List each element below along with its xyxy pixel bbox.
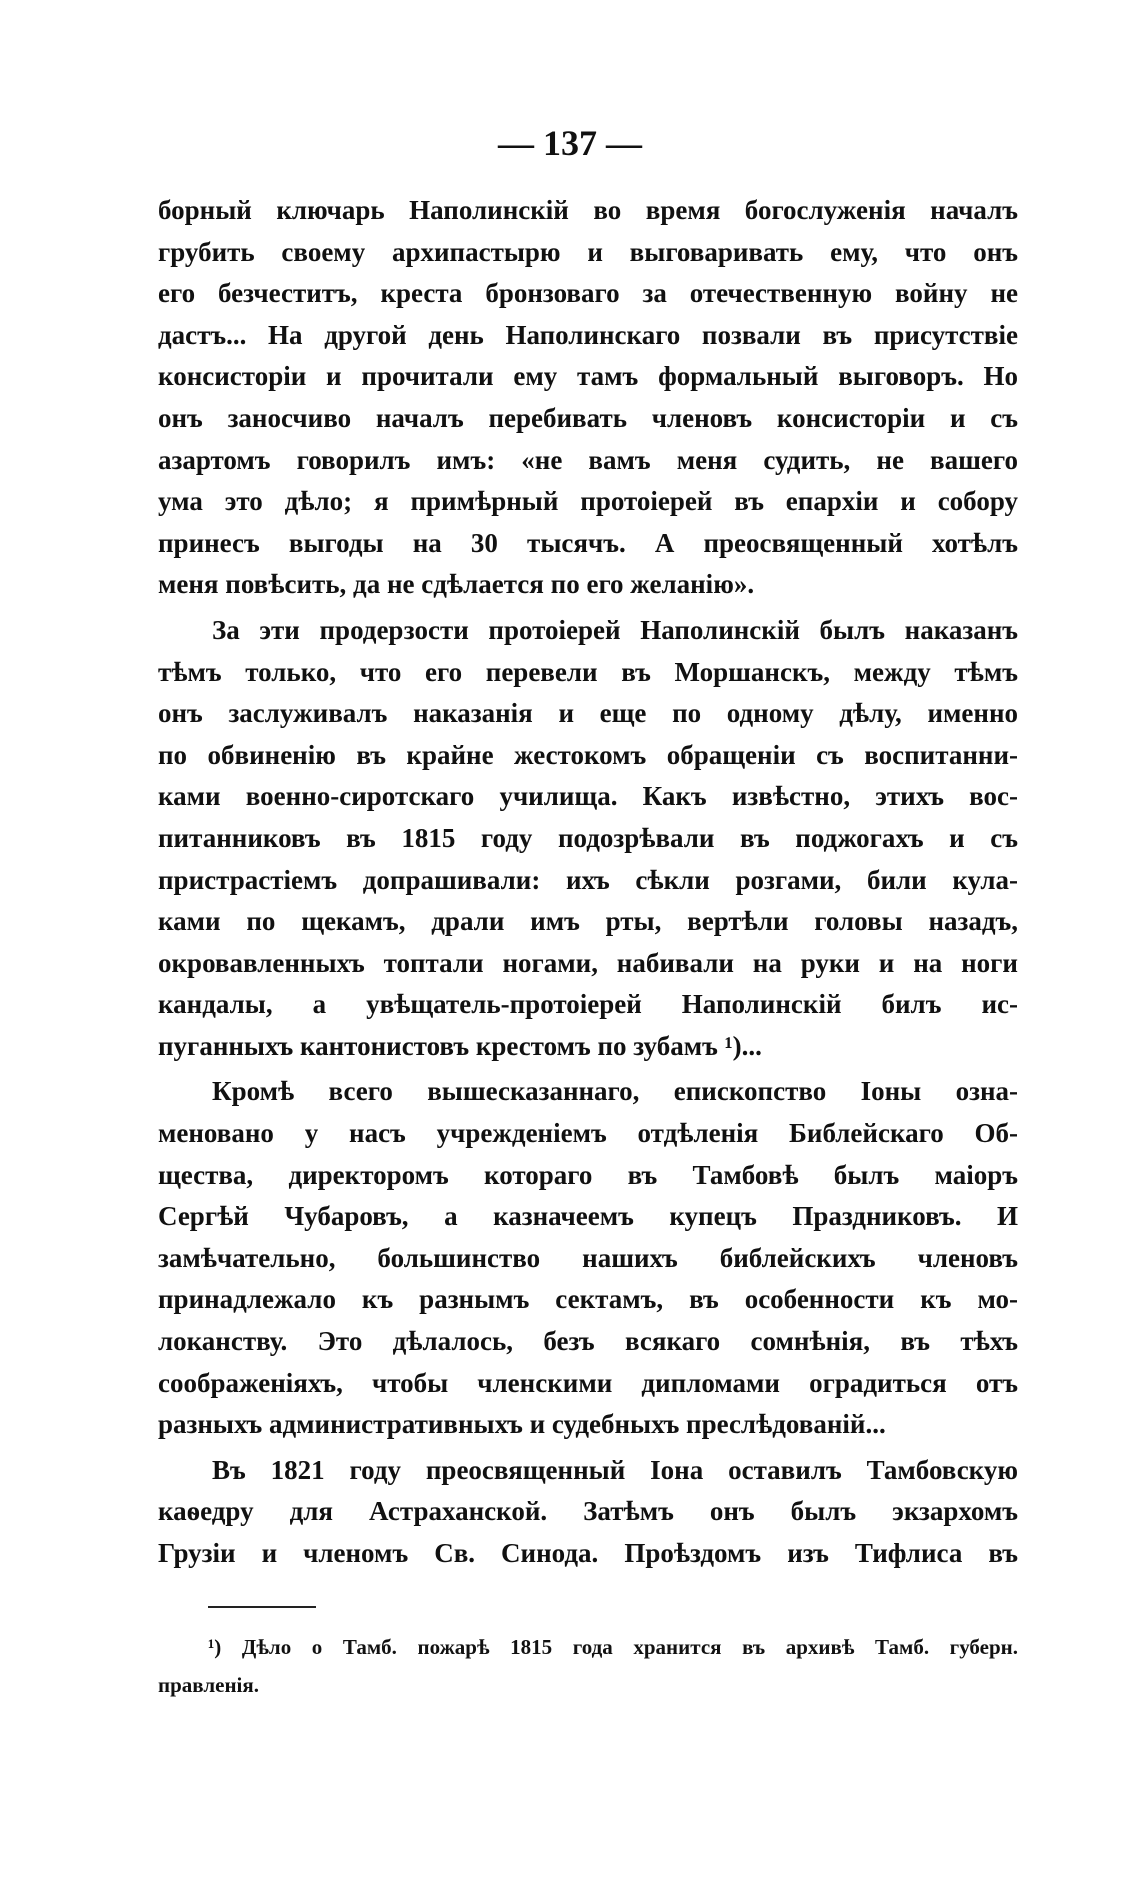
text-line: разныхъ административныхъ и судебныхъ преслѣдованій... bbox=[158, 1409, 886, 1440]
text-line: меня повѣсить, да не сдѣлается по его желанію». bbox=[158, 569, 755, 600]
text-line: меновано у насъ учрежденіемъ отдѣленія Библейскаго Об- bbox=[158, 1118, 1018, 1149]
text-line: За эти продерзости протоіерей Наполинскій былъ наказанъ bbox=[212, 614, 1018, 645]
main-text bbox=[158, 190, 1018, 1575]
text-line: онъ заносчиво началъ перебивать членовъ консисторіи и съ bbox=[158, 402, 1018, 433]
text-line: соображеніяхъ, чтобы членскими дипломами оградиться отъ bbox=[158, 1367, 1018, 1398]
text-line: его безчеститъ, креста бронзоваго за отечественную войну не bbox=[158, 278, 1018, 309]
text-line: Въ 1821 году преосвященный Іона оставилъ Тамбовскую bbox=[212, 1454, 1018, 1485]
text-line: Кромѣ всего вышесказаннаго, епископство Іоны озна- bbox=[212, 1076, 1018, 1107]
text-line: окровавленныхъ топтали ногами, набивали на руки и на ноги bbox=[158, 947, 1018, 978]
text-line: грубить своему архипастырю и выговаривать ему, что онъ bbox=[158, 236, 1018, 267]
paragraph-1 bbox=[158, 190, 1018, 606]
page-number: — 137 — bbox=[498, 123, 642, 163]
text-line: по обвиненію въ крайне жестокомъ обращеніи съ воспитанни- bbox=[158, 739, 1018, 770]
paragraph-4 bbox=[158, 1450, 1018, 1575]
text-line: замѣчательно, большинство нашихъ библейскихъ членовъ bbox=[158, 1242, 1018, 1273]
text-line: ума это дѣло; я примѣрный протоіерей въ епархіи и собору bbox=[158, 486, 1018, 517]
text-line: питанниковъ въ 1815 году подозрѣвали въ поджогахъ и съ bbox=[158, 822, 1018, 853]
text-line: каѳедру для Астраханской. Затѣмъ онъ былъ экзархомъ bbox=[158, 1496, 1018, 1527]
text-line: локанству. Это дѣлалось, безъ всякаго сомнѣнія, въ тѣхъ bbox=[158, 1326, 1018, 1357]
text-line: Грузіи и членомъ Св. Синода. Проѣздомъ изъ Тифлиса въ bbox=[158, 1538, 1018, 1568]
text-line: консисторіи и прочитали ему тамъ формальный выговоръ. Но bbox=[158, 361, 1018, 392]
text-line: азартомъ говорилъ имъ: «не вамъ меня судить, не вашего bbox=[158, 444, 1018, 475]
text-line: кандалы, а увѣщатель-протоіерей Наполинскій билъ ис- bbox=[158, 989, 1018, 1020]
text-line: онъ заслуживалъ наказанія и еще по одному дѣлу, именно bbox=[158, 698, 1018, 729]
text-line: борный ключарь Наполинскій во время богослуженія началъ bbox=[158, 195, 1018, 225]
text-line: ками военно-сиротскаго училища. Какъ извѣстно, этихъ вос- bbox=[158, 781, 1018, 812]
text-line: пуганныхъ кантонистовъ крестомъ по зубамъ ¹)... bbox=[158, 1030, 762, 1061]
footnote-divider bbox=[208, 1606, 316, 1608]
paragraph-3 bbox=[158, 1071, 1018, 1445]
text-line: тѣмъ только, что его перевели въ Моршанскъ, между тѣмъ bbox=[158, 656, 1018, 687]
text-line: пристрастіемъ допрашивали: ихъ сѣкли розгами, били кула- bbox=[158, 864, 1018, 895]
paragraph-2 bbox=[158, 610, 1018, 1068]
footnote bbox=[158, 1628, 1018, 1704]
text-line: Сергѣй Чубаровъ, а казначеемъ купецъ Праздниковъ. И bbox=[158, 1201, 1018, 1232]
text-line: принадлежало къ разнымъ сектамъ, въ особенности къ мо- bbox=[158, 1284, 1018, 1315]
text-line: дастъ... На другой день Наполинскаго позвали въ присутствіе bbox=[158, 319, 1018, 350]
footnote-line: правленія. bbox=[158, 1673, 259, 1697]
text-line: ками по щекамъ, драли имъ рты, вертѣли головы назадъ, bbox=[158, 906, 1018, 937]
text-line: принесъ выгоды на 30 тысячъ. А преосвященный хотѣлъ bbox=[158, 527, 1018, 558]
footnote-line: ¹) Дѣло о Тамб. пожарѣ 1815 года хранится въ архивѣ Тамб. губерн. bbox=[208, 1635, 1018, 1659]
text-line: щества, директоромъ котораго въ Тамбовѣ былъ маіоръ bbox=[158, 1159, 1018, 1190]
